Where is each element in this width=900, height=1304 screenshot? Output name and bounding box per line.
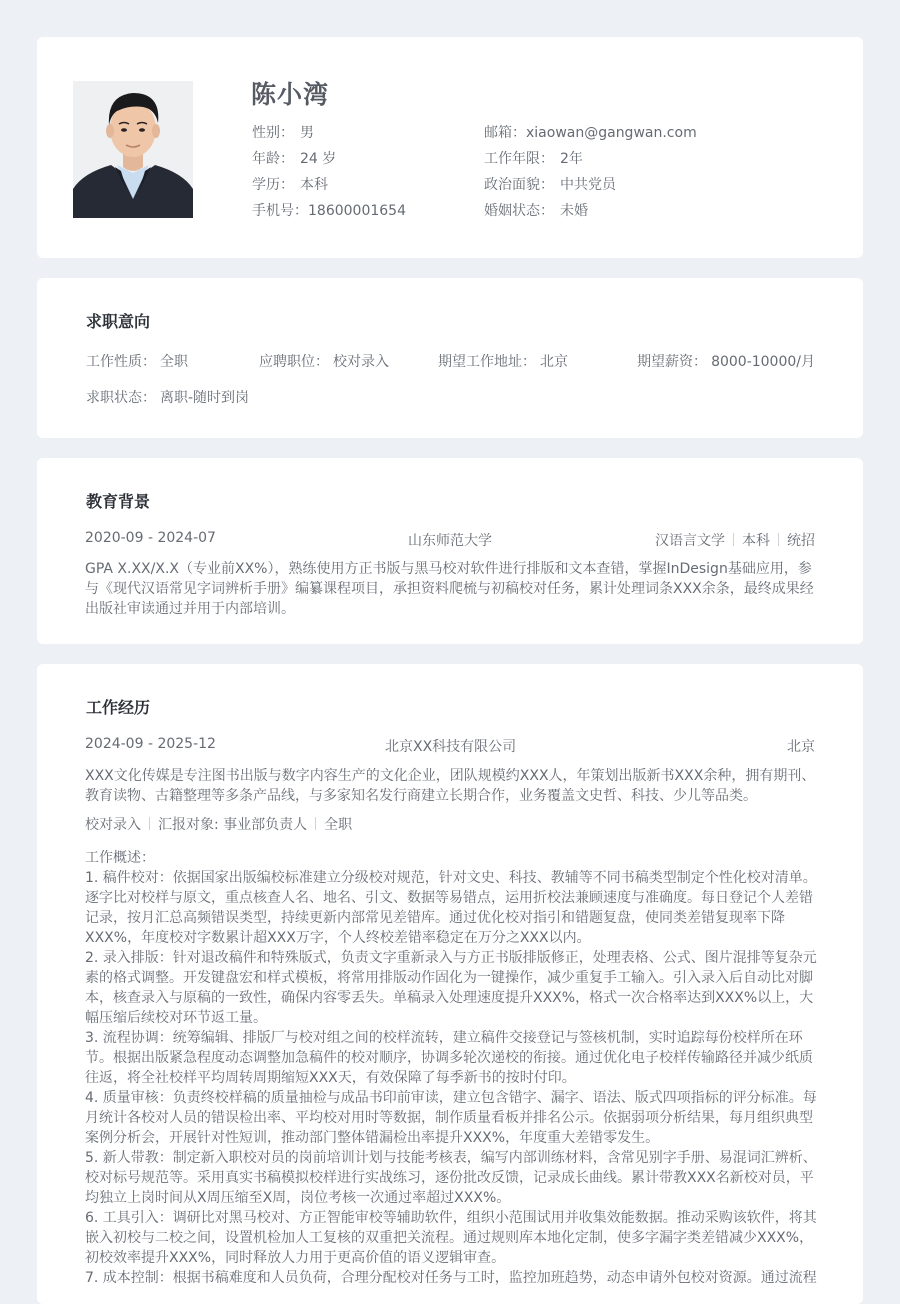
info-label: 年龄： — [252, 151, 294, 167]
intent-label: 期望薪资： — [637, 354, 708, 370]
intent-job-type — [86, 351, 188, 371]
info-political — [484, 174, 616, 194]
education-desc-text: GPA X.XX/X.X（专业前XX%），熟练使用方正书版与黑马校对软件进行排版和文本查错，掌握InDesign基础应用，参与《现代汉语常见字词辨析手册》编纂课程项目，承担资料爬梳与初稿校对任务，累计处理词条XXX余条，最终成果经出版社审读通过并用于内部培训。 — [85, 561, 814, 617]
intent-value: 8000-10000/月 — [711, 354, 815, 370]
education-card — [37, 458, 863, 644]
intent-value: 北京 — [540, 354, 568, 370]
work-city: 北京 — [787, 739, 815, 755]
education-degree: 本科 — [742, 533, 770, 549]
company-desc-text: XXX文化传媒是专注图书出版与数字内容生产的文化企业，团队规模约XXX人，年策划出版新书XXX余种，拥有期刊、教育读物、古籍整理等多条产品线，与多家知名发行商建立长期合作，业务覆盖文史哲、科技、少儿等品类。 — [85, 768, 816, 804]
education-period: 2020-09 - 2024-07 — [85, 530, 216, 546]
divider — [149, 817, 150, 830]
work-company: 北京XX科技有限公司 — [385, 739, 517, 755]
overview-label: 工作概述： — [85, 850, 155, 866]
info-email — [484, 122, 697, 142]
info-value: 未婚 — [560, 203, 588, 219]
education-school: 山东师范大学 — [408, 533, 492, 549]
education-type: 统招 — [787, 533, 815, 549]
work-item: 1. 稿件校对：依据国家出版编校标准建立分级校对规范，针对文史、科技、教辅等不同书稿类型制定个性化校对清单。逐字比对校样与原文，重点核查人名、地名、引文、数据等易错点，运用折校法兼顾速度与准确度。每日登记个人差错记录，按月汇总高频错误类型，持续更新内部常见差错库。通过优化校对指引和错题复盘，使同类差错复现率下降XXX%，年度校对字数累计超XXX万字，个人终校差错率稳定在万分之XXX以内。 — [85, 870, 817, 946]
info-marital — [484, 200, 588, 220]
info-label: 手机号： — [252, 203, 308, 219]
work-item: 3. 流程协调：统筹编辑、排版厂与校对组之间的校样流转，建立稿件交接登记与签核机制，实时追踪每份校样所在环节。根据出版紧急程度动态调整加急稿件的校对顺序，协调多轮次递校的衔接。通过优化电子校样传输路径并减少纸质往返，将全社校样平均周转周期缩短XXX天，有效保障了每季新书的按时付印。 — [85, 1030, 813, 1086]
divider — [778, 533, 779, 546]
intent-value: 全职 — [160, 354, 188, 370]
work-job-type: 全职 — [324, 817, 353, 833]
info-label: 工作年限： — [484, 151, 554, 167]
intent-position — [259, 351, 389, 371]
divider — [315, 817, 316, 830]
work-overview — [85, 848, 817, 1288]
info-label: 婚姻状态： — [484, 203, 554, 219]
info-label: 政治面貌： — [484, 177, 554, 193]
intent-value: 校对录入 — [333, 354, 389, 370]
intent-label: 求职状态： — [86, 390, 156, 406]
intent-label: 应聘职位： — [259, 354, 329, 370]
intent-value: 离职-随时到岗 — [160, 390, 250, 406]
info-value: 本科 — [300, 177, 328, 193]
info-value: 24 岁 — [300, 151, 337, 167]
info-value: 18600001654 — [308, 203, 406, 219]
education-major-meta — [655, 530, 815, 550]
work-item: 2. 录入排版：针对退改稿件和特殊版式，负责文字重新录入与方正书版排版修正，处理表格、公式、图片混排等复杂元素的格式调整。开发键盘宏和样式模板，将常用排版动作固化为一键操作，减少重复手工输入。引入录入后自动比对脚本，核查录入与原稿的一致性，确保内容零丢失。单稿录入处理速度提升XXX%，格式一次合格率达到XXX%以上，大幅压缩后续校对环节返工量。 — [85, 950, 817, 1026]
candidate-name: 陈小湾 — [251, 80, 330, 109]
section-title: 求职意向 — [86, 312, 151, 331]
info-value: 中共党员 — [560, 177, 616, 193]
work-item: 5. 新人带教：制定新入职校对员的岗前培训计划与技能考核表，编写内部训练材料，含常见别字手册、易混词汇辨析、校对标号规范等。采用真实书稿模拟校样进行实战练习，逐份批改反馈，记录成长曲线。累计带教XXX名新校对员，平均独立上岗时间从X周压缩至X周，岗位考核一次通过率超过XXX%。 — [85, 1150, 817, 1206]
profile-photo — [73, 81, 193, 218]
work-item: 4. 质量审核：负责终校样稿的质量抽检与成品书印前审读，建立包含错字、漏字、语法、版式四项指标的评分标准。每月统计各校对人员的错误检出率、平均校对用时等数据，制作质量看板并排名公示。依据弱项分析结果，每月组织典型案例分析会，开展针对性短训，推动部门整体错漏检出率提升XXX%，年度重大差错零发生。 — [85, 1090, 817, 1146]
info-label: 学历： — [252, 177, 294, 193]
profile-card — [37, 37, 863, 258]
work-report-to: 汇报对象: 事业部负责人 — [158, 817, 308, 833]
work-experience-card — [37, 664, 863, 1304]
info-label: 性别： — [252, 125, 294, 141]
intent-status — [86, 387, 249, 407]
info-value: 2年 — [560, 151, 583, 167]
info-gender — [252, 122, 314, 142]
info-value: 男 — [300, 125, 314, 141]
info-phone — [252, 200, 406, 220]
job-intent-card — [37, 278, 863, 438]
person-photo-icon — [73, 81, 193, 218]
intent-location — [438, 351, 568, 371]
info-value: xiaowan@gangwan.com — [526, 125, 697, 141]
work-period: 2024-09 - 2025-12 — [85, 736, 216, 752]
education-major: 汉语言文学 — [655, 533, 725, 549]
work-role-meta — [85, 814, 352, 834]
intent-salary — [637, 351, 815, 371]
work-item: 6. 工具引入：调研比对黑马校对、方正智能审校等辅助软件，组织小范围试用并收集效能数据。推动采购该软件，将其嵌入初校与二校之间，设置机检加人工复核的双重把关流程。通过规则库本地化定制，使多字漏字类差错减少XXX%，初校效率提升XXX%，同时释放人力用于更高价值的语义逻辑审查。 — [85, 1210, 817, 1266]
info-education — [252, 174, 328, 194]
education-description — [85, 559, 817, 619]
work-item: 7. 成本控制：根据书稿难度和人员负荷，合理分配校对任务与工时，监控加班趋势，动态申请外包校对资源。通过流程 — [85, 1270, 817, 1286]
intent-label: 期望工作地址： — [438, 354, 536, 370]
work-position: 校对录入 — [85, 817, 141, 833]
intent-label: 工作性质： — [86, 354, 156, 370]
info-years — [484, 148, 583, 168]
company-description — [85, 766, 817, 806]
divider — [733, 533, 734, 546]
section-title: 教育背景 — [86, 492, 151, 511]
info-age — [252, 148, 336, 168]
info-label: 邮箱： — [484, 125, 526, 141]
section-title: 工作经历 — [86, 698, 151, 717]
